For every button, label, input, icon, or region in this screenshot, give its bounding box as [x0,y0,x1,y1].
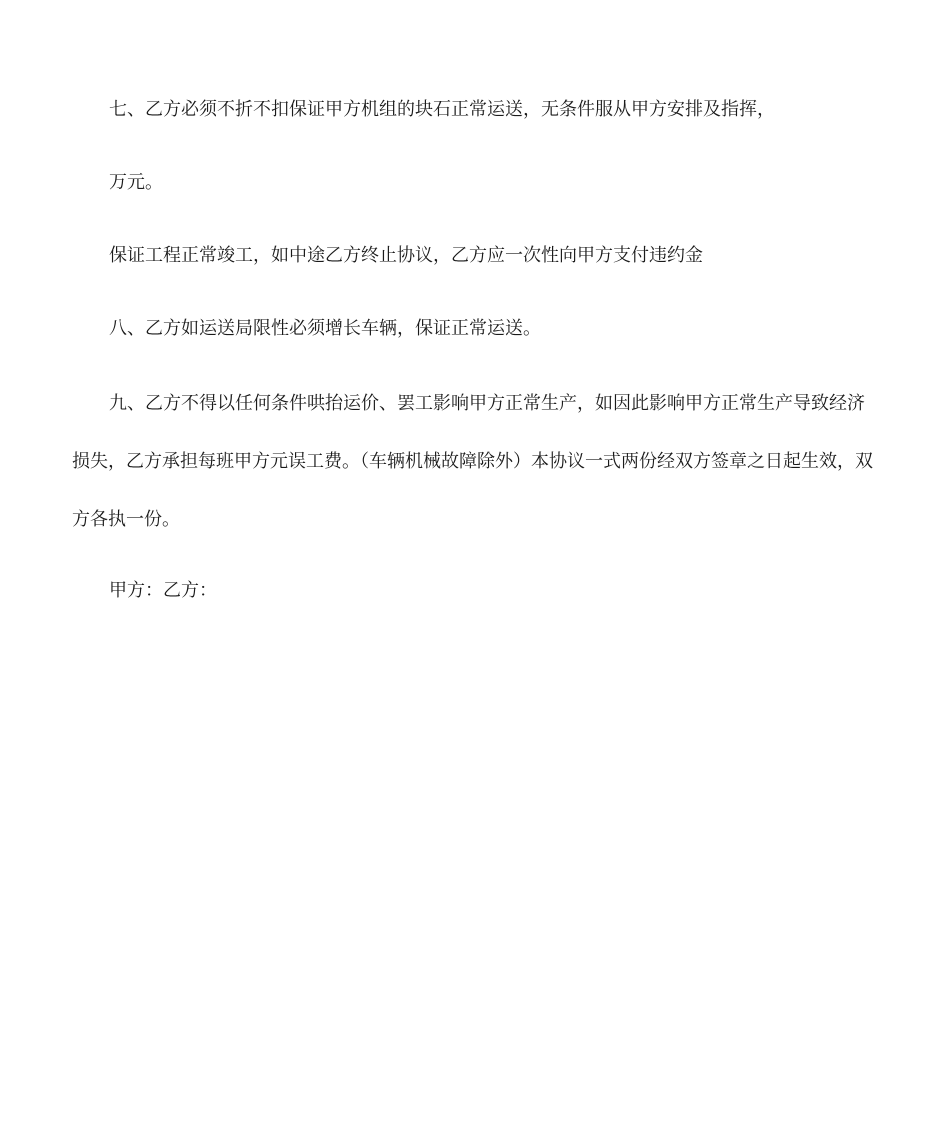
clause-eight: 八、乙方如运送局限性必须增长车辆，保证正常运送。 [109,318,541,339]
clause-seven: 七、乙方必须不折不扣保证甲方机组的块石正常运送，无条件服从甲方安排及指挥， [109,99,775,120]
completion-guarantee-line: 保证工程正常竣工，如中途乙方终止协议，乙方应一次性向甲方支付违约金 [109,245,703,266]
signature-line: 甲方：乙方： [109,580,217,601]
penalty-amount-line: 万元。 [109,172,163,193]
clause-nine: 九、乙方不得以任何条件哄抬运价、罢工影响甲方正常生产，如因此影响甲方正常生产导致经济损失，乙方承担每班甲方元误工费。（车辆机械故障除外）本协议一式两份经双方签章之日起生效，双方各执一份。 [72,393,873,530]
